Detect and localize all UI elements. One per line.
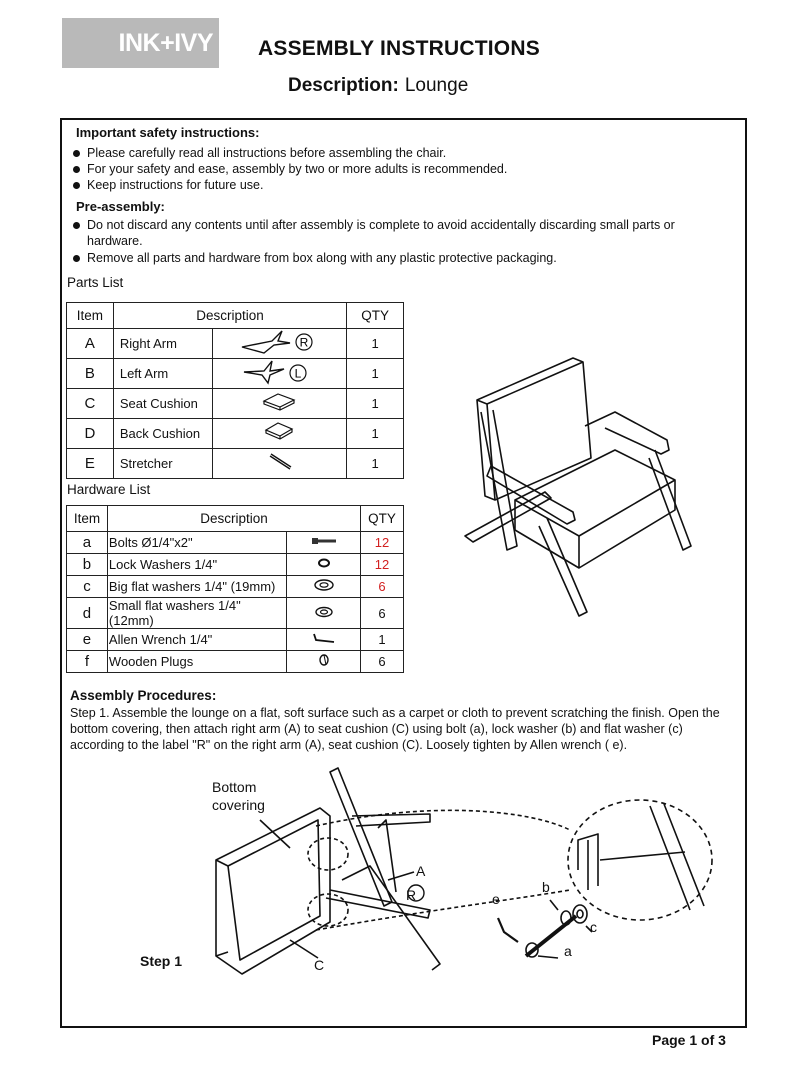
item-qty: 1 [347, 389, 404, 419]
bolt-icon [287, 532, 361, 554]
item-qty: 6 [361, 576, 404, 598]
right-arm-icon [212, 329, 347, 359]
right-marker-label: R [406, 887, 417, 903]
item-code: b [67, 554, 108, 576]
table-row [67, 419, 404, 449]
item-qty: 12 [361, 532, 404, 554]
part-c-label: C [314, 957, 325, 973]
table-row [67, 359, 404, 389]
page-subtitle [288, 75, 468, 97]
allen-wrench-icon [287, 629, 361, 651]
table-row [67, 389, 404, 419]
seat-cushion-icon [212, 389, 347, 419]
item-qty: 6 [361, 651, 404, 673]
item-code: C [67, 389, 114, 419]
stretcher-icon [212, 449, 347, 479]
col-item-header: Item [67, 506, 108, 532]
back-cushion-icon [212, 419, 347, 449]
left-arm-icon [212, 359, 347, 389]
page-number: Page 1 of 3 [652, 1032, 726, 1048]
description-label: Description: [288, 75, 399, 96]
safety-list [73, 145, 733, 193]
item-description: Allen Wrench 1/4" [107, 629, 286, 651]
col-description-header: Description [107, 506, 360, 532]
bottom-covering-label-line1: Bottom [212, 779, 257, 795]
wooden-plug-icon [287, 651, 361, 673]
left-arm-label: L [295, 366, 302, 381]
parts-list-heading: Parts List [67, 275, 124, 290]
table-row [67, 651, 404, 673]
item-code: c [67, 576, 108, 598]
item-code: D [67, 419, 114, 449]
part-a-label: A [416, 863, 426, 879]
bottom-covering-label-line2: covering [212, 797, 265, 813]
table-row [67, 576, 404, 598]
list-item: Remove all parts and hardware from box along with any plastic protective packaging. [73, 250, 713, 266]
item-description: Seat Cushion [113, 389, 212, 419]
step1-diagram [130, 760, 740, 1020]
page-title: ASSEMBLY INSTRUCTIONS [258, 37, 540, 60]
brand-logo [62, 18, 219, 68]
item-description: Small flat washers 1/4" (12mm) [107, 598, 286, 629]
small-flat-washer-icon [287, 598, 361, 629]
hardware-table [66, 505, 404, 673]
safety-heading: Important safety instructions: [76, 125, 260, 140]
item-description: Wooden Plugs [107, 651, 286, 673]
item-qty: 6 [361, 598, 404, 629]
description-value: Lounge [404, 75, 469, 96]
col-item-header: Item [67, 303, 114, 329]
table-row [67, 598, 404, 629]
lock-washer-icon [287, 554, 361, 576]
lounge-chair-illustration [455, 340, 695, 620]
procedures-heading: Assembly Procedures: [70, 688, 217, 703]
logo-text: INK+IVY [118, 28, 213, 57]
col-qty-header: QTY [361, 506, 404, 532]
pre-assembly-heading: Pre-assembly: [76, 199, 165, 214]
item-description: Right Arm [113, 329, 212, 359]
item-description: Lock Washers 1/4" [107, 554, 286, 576]
item-description: Left Arm [113, 359, 212, 389]
table-row [67, 629, 404, 651]
item-qty: 1 [347, 419, 404, 449]
item-code: d [67, 598, 108, 629]
table-row [67, 554, 404, 576]
item-qty: 1 [347, 329, 404, 359]
wrench-e-label: e [492, 891, 500, 907]
table-row [67, 532, 404, 554]
pre-assembly-list [73, 217, 713, 266]
step1-label: Step 1 [140, 953, 183, 969]
bolt-a-label: a [564, 943, 572, 959]
item-qty: 1 [347, 449, 404, 479]
item-qty: 1 [347, 359, 404, 389]
table-row [67, 329, 404, 359]
item-code: E [67, 449, 114, 479]
list-item: Please carefully read all instructions before assembling the chair. [73, 145, 733, 161]
table-row [67, 449, 404, 479]
item-description: Bolts Ø1/4"x2" [107, 532, 286, 554]
list-item: Do not discard any contents until after assembly is complete to avoid accidentally discarding small parts or hardware. [73, 217, 713, 249]
big-flat-washer-icon [287, 576, 361, 598]
parts-table [66, 302, 404, 479]
hardware-list-heading: Hardware List [67, 482, 151, 497]
lock-washer-b-label: b [542, 879, 550, 895]
item-description: Big flat washers 1/4" (19mm) [107, 576, 286, 598]
item-code: a [67, 532, 108, 554]
list-item: Keep instructions for future use. [73, 177, 733, 193]
item-code: e [67, 629, 108, 651]
item-description: Stretcher [113, 449, 212, 479]
item-code: f [67, 651, 108, 673]
list-item: For your safety and ease, assembly by two or more adults is recommended. [73, 161, 733, 177]
item-qty: 1 [361, 629, 404, 651]
item-code: B [67, 359, 114, 389]
item-code: A [67, 329, 114, 359]
item-qty: 12 [361, 554, 404, 576]
flat-washer-c-label: c [590, 919, 597, 935]
right-arm-label: R [300, 335, 309, 350]
col-qty-header: QTY [347, 303, 404, 329]
item-description: Back Cushion [113, 419, 212, 449]
col-description-header: Description [113, 303, 346, 329]
step1-instructions: Step 1. Assemble the lounge on a flat, soft surface such as a carpet or cloth to prevent scratching the finish. Open the bottom covering, then attach right arm (A) to seat cushion (C) using bolt (a), lock washer (b) and flat washer (c) according to the label "R" on the right arm (A), seat cushion (C). Loosely tighten by Allen wrench ( e). [70, 706, 720, 752]
